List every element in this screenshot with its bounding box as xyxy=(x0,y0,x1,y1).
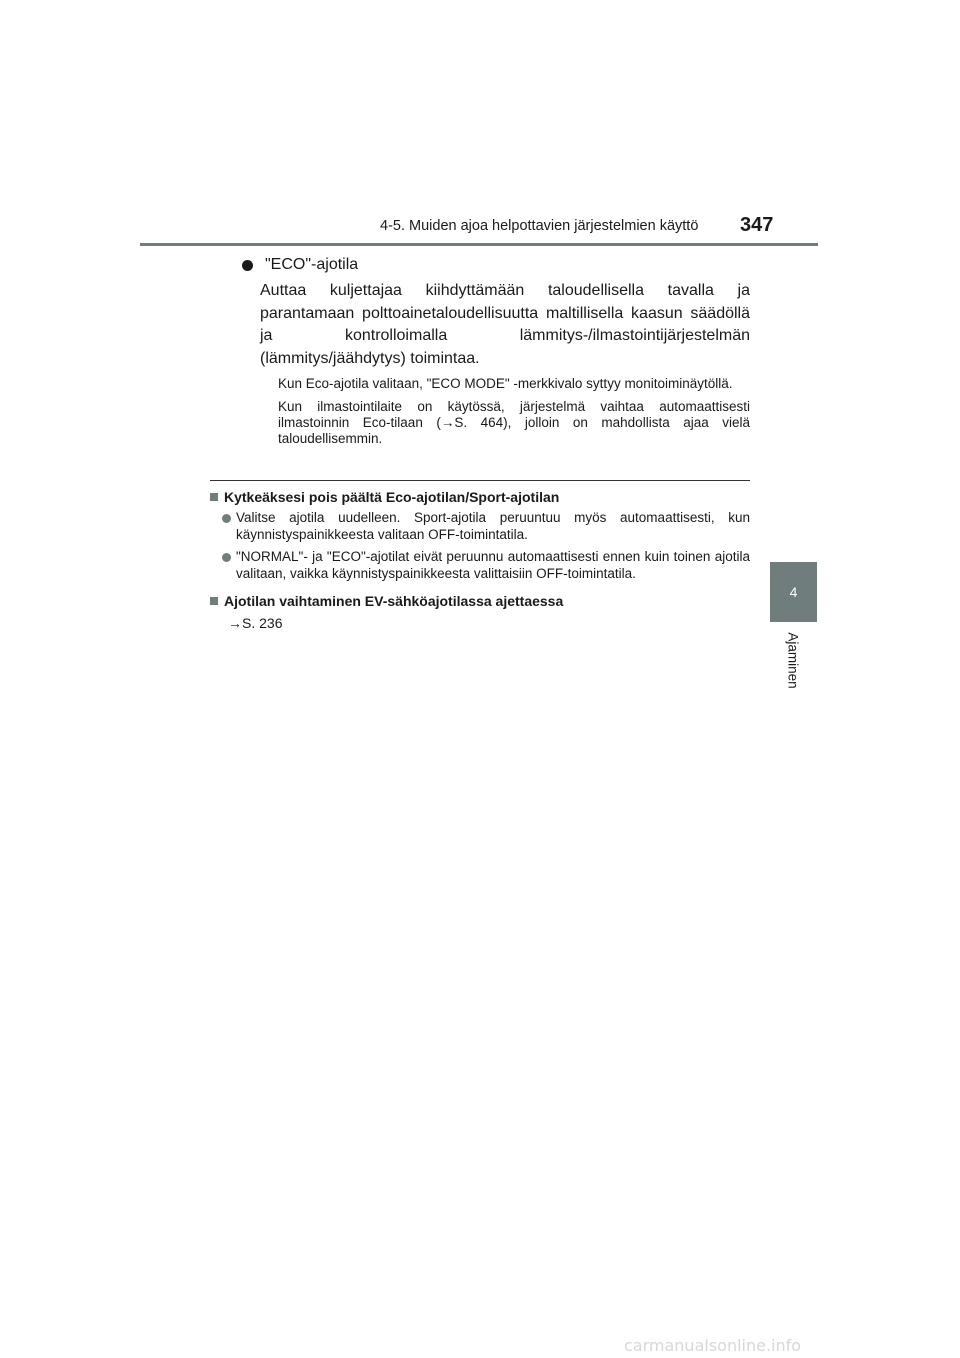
eco-mode-section xyxy=(216,254,750,454)
eco-mode-heading-text: "ECO"-ajotila xyxy=(265,256,359,273)
eco-mode-notes xyxy=(278,376,750,447)
list-item-text: Valitse ajotila uudelleen. Sport-ajotila peruuntuu myös automaattisesti, kun käynnistyspainikkeesta valitaan OFF-toimintatila. xyxy=(236,510,750,542)
header-divider xyxy=(140,243,818,246)
eco-note: Kun Eco-ajotila valitaan, "ECO MODE" -merkkivalo syttyy monitoiminäytöllä. xyxy=(278,376,733,391)
chapter-tab[interactable] xyxy=(770,562,817,622)
bullet-icon xyxy=(242,260,253,271)
eco-mode-heading xyxy=(216,254,750,276)
chapter-label xyxy=(770,630,817,690)
section-heading xyxy=(210,488,750,506)
list-item xyxy=(210,549,750,582)
chapter-number: 4 xyxy=(789,584,798,600)
section-heading xyxy=(210,592,750,610)
chapter-section-title: 4-5. Muiden ajoa helpottavien järjestelmien käyttö xyxy=(380,218,699,234)
section-heading-text: Kytkeäksesi pois päältä Eco-ajotilan/Sport-ajotilan xyxy=(224,489,560,505)
list-item xyxy=(210,510,750,543)
square-bullet-icon xyxy=(210,493,218,501)
round-bullet-icon xyxy=(222,553,231,562)
page-number: 347 xyxy=(740,214,774,236)
section-divider xyxy=(210,480,750,481)
page-reference-link[interactable]: →S. 236 xyxy=(228,615,283,631)
eco-note: Kun ilmastointilaite on käytössä, järjestelmä vaihtaa automaattisesti ilmastoinnin Eco-tilaan (→S. 464), jolloin on mahdollista ajaa vielä taloudellisemmin. xyxy=(278,399,750,446)
square-bullet-icon xyxy=(210,597,218,605)
chapter-label-text: Ajaminen xyxy=(786,631,801,689)
watermark: carmanualsonline.info xyxy=(624,1336,802,1355)
list-item-text: "NORMAL"- ja "ECO"-ajotilat eivät peruunnu automaattisesti ennen kuin toinen ajotila valitaan, vaikka käynnistyspainikkeesta valittaisiin OFF-toimintatila. xyxy=(236,549,750,581)
info-sections xyxy=(210,488,750,632)
round-bullet-icon xyxy=(222,514,231,523)
section-heading-text: Ajotilan vaihtaminen EV-sähköajotilassa ajettaessa xyxy=(224,593,564,609)
eco-mode-description: Auttaa kuljettajaa kiihdyttämään taloudellisella tavalla ja parantamaan polttoainetaloudellisuutta maltillisella kaasun säädöllä ja kontrolloimalla lämmitys-/ilmastointijärjestelmän (lämmitys/jäähdytys) toimintaa. xyxy=(260,282,750,367)
